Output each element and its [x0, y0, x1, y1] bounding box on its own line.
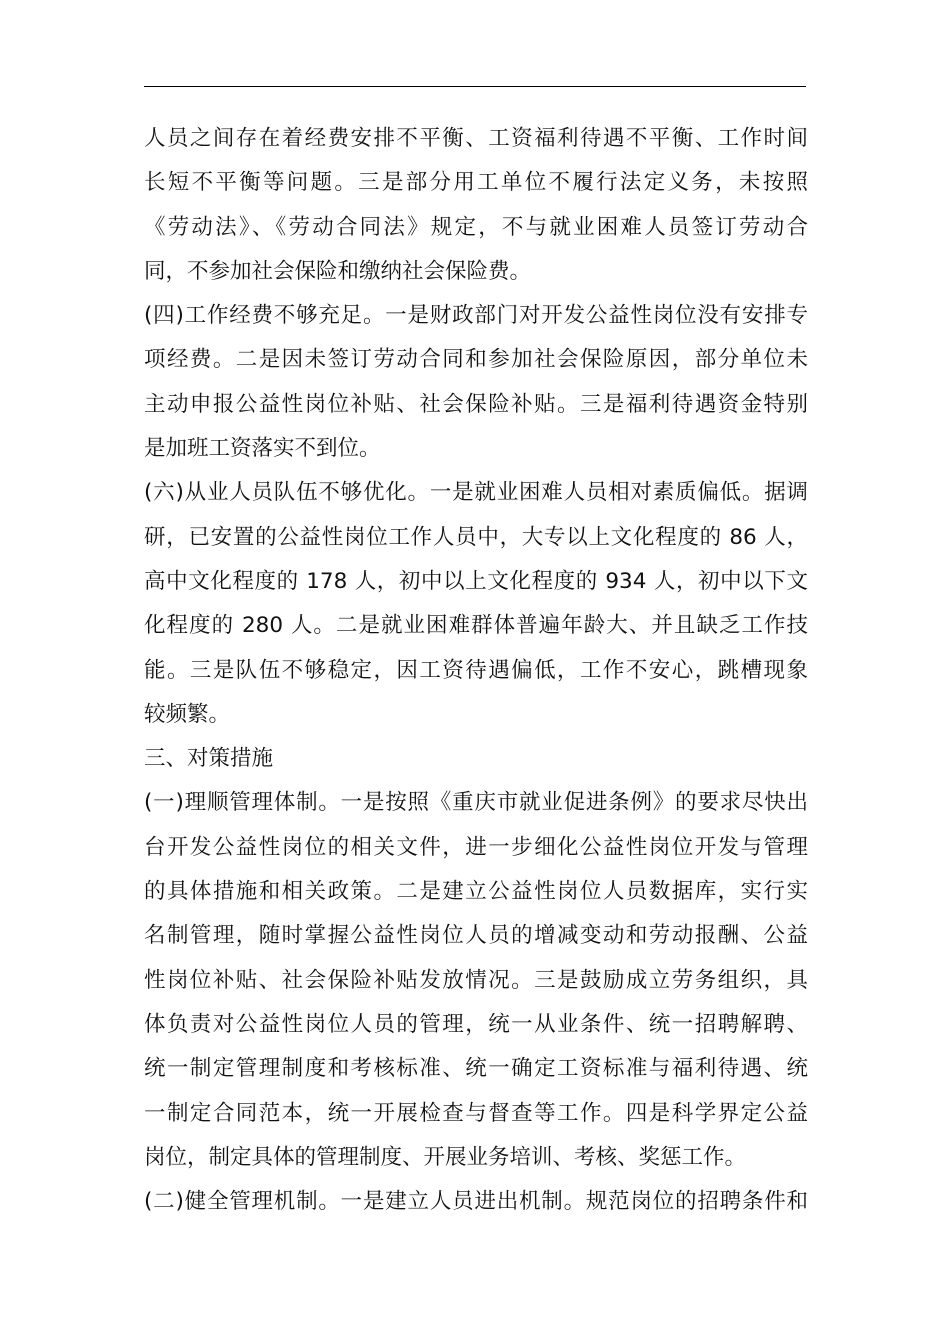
text-line: (四)工作经费不够充足。一是财政部门对开发公益性岗位没有安排专 — [144, 303, 808, 329]
text-line: (六)从业人员队伍不够优化。一是就业困难人员相对素质偏低。据调 — [144, 480, 808, 506]
text-line: 主动申报公益性岗位补贴、社会保险补贴。三是福利待遇资金特别 — [144, 391, 808, 417]
text-line: 能。三是队伍不够稳定，因工资待遇偏低，工作不安心，跳槽现象 — [144, 657, 808, 683]
text-line: 体负责对公益性岗位人员的管理，统一从业条件、统一招聘解聘、 — [144, 1011, 808, 1037]
text-line: 长短不平衡等问题。三是部分用工单位不履行法定义务，未按照 — [144, 170, 808, 196]
header-rule — [144, 86, 806, 87]
text-line: (一)理顺管理体制。一是按照《重庆市就业促进条例》的要求尽快出 — [144, 790, 808, 816]
text-line: 台开发公益性岗位的相关文件，进一步细化公益性岗位开发与管理 — [144, 834, 808, 860]
text-line: 性岗位补贴、社会保险补贴发放情况。三是鼓励成立劳务组织，具 — [144, 967, 808, 993]
text-line: 岗位，制定具体的管理制度、开展业务培训、考核、奖惩工作。 — [144, 1144, 747, 1170]
text-line: 研，已安置的公益性岗位工作人员中，大专以上文化程度的 86 人， — [144, 524, 808, 550]
text-line: 一制定合同范本，统一开展检查与督查等工作。四是科学界定公益 — [144, 1100, 808, 1126]
text-line: 的具体措施和相关政策。二是建立公益性岗位人员数据库，实行实 — [144, 879, 808, 905]
text-line: 项经费。二是因未签订劳动合同和参加社会保险原因，部分单位未 — [144, 347, 808, 373]
text-line: 《劳动法》、《劳动合同法》规定，不与就业困难人员签订劳动合 — [144, 214, 808, 240]
text-line: (二)健全管理机制。一是建立人员进出机制。规范岗位的招聘条件和 — [144, 1189, 808, 1215]
text-line: 较频繁。 — [144, 701, 231, 727]
text-line: 统一制定管理制度和考核标准、统一确定工资标准与福利待遇、统 — [144, 1056, 808, 1082]
text-line: 三、对策措施 — [144, 746, 274, 772]
body-text — [144, 117, 808, 1224]
text-line: 化程度的 280 人。二是就业困难群体普遍年龄大、并且缺乏工作技 — [144, 613, 808, 639]
text-line: 人员之间存在着经费安排不平衡、工资福利待遇不平衡、工作时间 — [144, 126, 808, 151]
text-line: 高中文化程度的 178 人，初中以上文化程度的 934 人，初中以下文 — [144, 568, 808, 594]
text-line: 同，不参加社会保险和缴纳社会保险费。 — [144, 258, 532, 284]
text-line: 名制管理，随时掌握公益性岗位人员的增减变动和劳动报酬、公益 — [144, 923, 808, 949]
text-line: 是加班工资落实不到位。 — [144, 436, 381, 462]
